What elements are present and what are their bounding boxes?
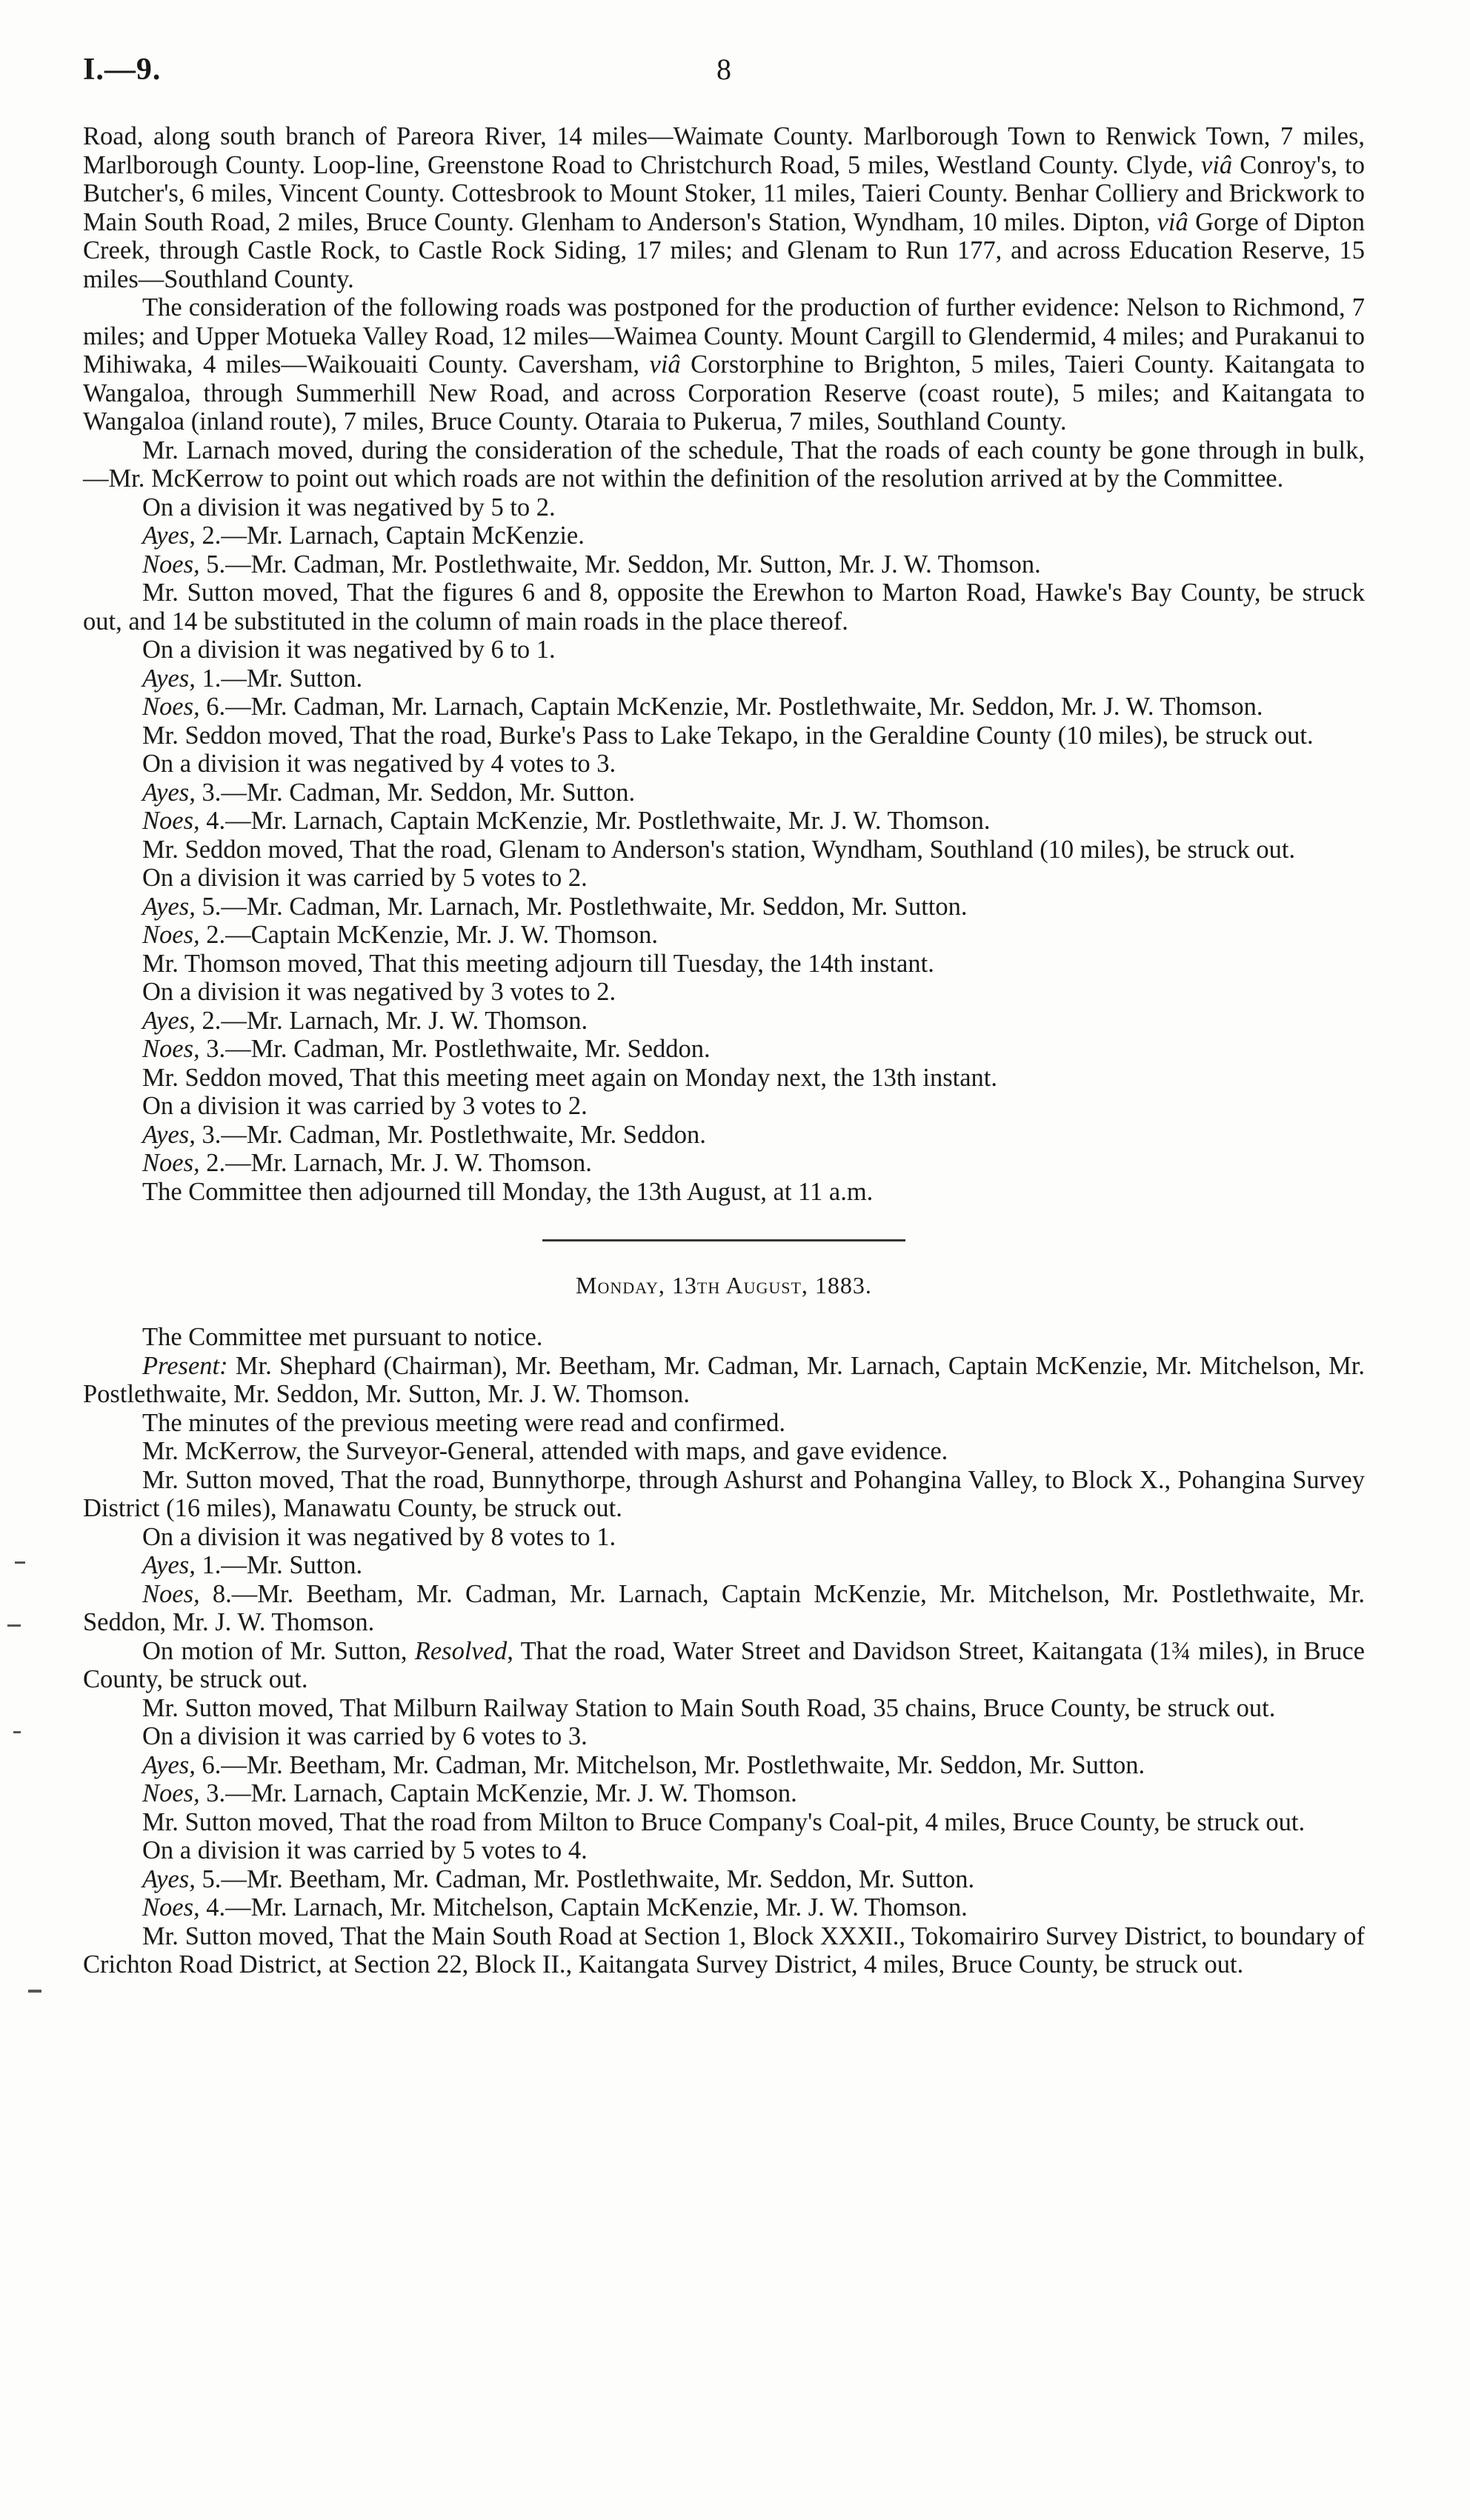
paragraph xyxy=(83,921,1365,950)
paragraph xyxy=(83,636,1365,664)
italic-text: Resolved, xyxy=(414,1636,513,1665)
text-run: On a division it was carried by 3 votes to 2. xyxy=(142,1092,588,1120)
text-run: Mr. Seddon moved, That this meeting meet again on Monday next, the 13th instant. xyxy=(142,1063,997,1092)
text-run: 2.—Mr. Larnach, Mr. J. W. Thomson. xyxy=(195,1006,588,1035)
paragraph xyxy=(83,779,1365,807)
italic-text: Ayes, xyxy=(142,521,196,550)
text-run: That the road, Water Street and Davidson Street, Kaitangata (1¾ miles), in Bruce County, be struck out. xyxy=(83,1636,1365,1693)
italic-text: viâ xyxy=(649,350,681,379)
paragraph xyxy=(83,1092,1365,1121)
paragraph xyxy=(83,1551,1365,1580)
text-run: 5.—Mr. Cadman, Mr. Postlethwaite, Mr. Seddon, Mr. Sutton, Mr. J. W. Thomson. xyxy=(199,550,1041,579)
text-run: On a division it was negatived by 4 votes to 3. xyxy=(142,750,616,778)
minutes-section-monday-meeting xyxy=(83,1323,1365,1979)
paragraph xyxy=(83,864,1365,893)
paragraph xyxy=(83,1523,1365,1552)
text-run: 4.—Mr. Larnach, Mr. Mitchelson, Captain McKenzie, Mr. J. W. Thomson. xyxy=(199,1893,968,1921)
text-run: 2.—Mr. Larnach, Mr. J. W. Thomson. xyxy=(199,1149,592,1177)
text-run: Mr. Shephard (Chairman), Mr. Beetham, Mr. Cadman, Mr. Larnach, Captain McKenzie, Mr. Mitchelson, Mr. Postlethwaite, Mr. Seddon, Mr. Sutton, Mr. J. W. Thomson. xyxy=(83,1351,1365,1408)
meeting-dateline: Monday, 13th August, 1883. xyxy=(576,1272,872,1299)
italic-text: Noes, xyxy=(142,693,200,721)
margin-mark xyxy=(7,1624,21,1627)
text-run: Corstorphine to Brighton, 5 miles, Taieri County. Kaitangata to Wangaloa, through Summerhill New Road, and across Corporation Reserve (coast route), 5 miles; and Kaitangata to Wangaloa (inland route), 7 miles, Bruce County. Otaraia to Pukerua, 7 miles, Southland County. xyxy=(83,350,1366,436)
paragraph xyxy=(83,1121,1365,1150)
text-run: Mr. Sutton moved, That the Main South Road at Section 1, Block XXXII., Tokomairiro Survey District, to boundary of Crichton Road District, at Section 22, Block II., Kaitangata Survey District, 4 miles, Bruce County, be struck out. xyxy=(83,1921,1365,1979)
text-run: 1.—Mr. Sutton. xyxy=(195,664,363,693)
italic-text: Ayes, xyxy=(142,1864,196,1893)
text-run: 3.—Mr. Larnach, Captain McKenzie, Mr. J. W. Thomson. xyxy=(199,1779,797,1807)
italic-text: Ayes, xyxy=(142,1750,196,1779)
paragraph xyxy=(83,1751,1365,1780)
italic-text: Ayes, xyxy=(142,1551,196,1579)
italic-text: Present: xyxy=(142,1351,228,1380)
text-run: The consideration of the following roads was postponed for the production of further evidence: Nelson to Richmond, 7 miles; and Upper Motueka Valley Road, 12 miles—Waimea County. Mount Cargill to Glendermid, 4 miles; and Purakanui to Mihiwaka, 4 miles—Waikouaiti County. Caversham, xyxy=(83,293,1365,379)
text-run: Mr. Sutton moved, That Milburn Railway Station to Main South Road, 35 chains, Bruce County, be struck out. xyxy=(142,1693,1276,1722)
page-number: 8 xyxy=(716,53,731,86)
text-run: Mr. Seddon moved, That the road, Glenam to Anderson's station, Wyndham, Southland (10 miles), be struck out. xyxy=(142,835,1296,864)
paragraph xyxy=(83,1466,1365,1523)
margin-mark xyxy=(15,1561,25,1564)
text-run: 4.—Mr. Larnach, Captain McKenzie, Mr. Postlethwaite, Mr. J. W. Thomson. xyxy=(199,807,991,835)
text-run: On a division it was carried by 5 votes to 2. xyxy=(142,864,588,892)
paragraph xyxy=(83,1437,1365,1466)
text-run: The Committee met pursuant to notice. xyxy=(142,1323,543,1351)
text-run: On a division it was negatived by 6 to 1. xyxy=(142,636,556,664)
paragraph xyxy=(83,750,1365,779)
paragraph xyxy=(83,1352,1365,1409)
italic-text: Noes, xyxy=(142,807,200,835)
paragraph xyxy=(83,1580,1365,1637)
margin-mark xyxy=(13,1731,21,1733)
paragraph xyxy=(83,1007,1365,1036)
text-run: On motion of Mr. Sutton, xyxy=(142,1636,415,1665)
paragraph xyxy=(83,1808,1365,1837)
page-body xyxy=(83,122,1365,1979)
text-run: 1.—Mr. Sutton. xyxy=(195,1551,363,1579)
italic-text: Noes, xyxy=(142,1779,200,1807)
paragraph xyxy=(83,1035,1365,1064)
paragraph xyxy=(83,521,1365,550)
italic-text: Ayes, xyxy=(142,664,196,693)
paragraph xyxy=(83,1064,1365,1093)
text-run: 3.—Mr. Cadman, Mr. Seddon, Mr. Sutton. xyxy=(195,778,636,807)
paragraph xyxy=(83,836,1365,864)
text-run: On a division it was negatived by 5 to 2. xyxy=(142,493,556,521)
text-run: 2.—Captain McKenzie, Mr. J. W. Thomson. xyxy=(199,921,659,949)
paragraph xyxy=(83,1779,1365,1808)
paragraph xyxy=(83,1409,1365,1438)
text-run: On a division it was negatived by 8 votes to 1. xyxy=(142,1522,616,1551)
text-run: Mr. Sutton moved, That the road, Bunnythorpe, through Ashurst and Pohangina Valley, to Block X., Pohangina Survey District (16 miles), Manawatu County, be struck out. xyxy=(83,1465,1365,1522)
text-run: Gorge of Dipton Creek, through Castle Rock, to Castle Rock Siding, 17 miles; and Glenam to Run 177, and across Education Reserve, 15 miles—Southland County. xyxy=(83,207,1365,293)
italic-text: Noes, xyxy=(142,550,200,579)
section-divider xyxy=(542,1239,905,1241)
paragraph xyxy=(83,1922,1365,1979)
page-header xyxy=(83,52,1365,96)
paragraph xyxy=(83,1836,1365,1865)
text-run: Mr. Larnach moved, during the consideration of the schedule, That the roads of each county be gone through in bulk,—Mr. McKerrow to point out which roads are not within the definition of the resolution arrived at by the Committee. xyxy=(83,436,1365,493)
paragraph xyxy=(83,664,1365,693)
italic-text: Ayes, xyxy=(142,1120,196,1149)
text-run: On a division it was carried by 6 votes to 3. xyxy=(142,1722,588,1750)
paragraph xyxy=(83,1637,1365,1694)
italic-text: Noes, xyxy=(142,1035,200,1063)
text-run: 2.—Mr. Larnach, Captain McKenzie. xyxy=(195,521,585,550)
italic-text: Noes, xyxy=(142,921,200,949)
text-run: 3.—Mr. Cadman, Mr. Postlethwaite, Mr. Seddon. xyxy=(199,1035,711,1063)
italic-text: Ayes, xyxy=(142,1006,196,1035)
paragraph xyxy=(83,1178,1365,1207)
paragraph xyxy=(83,1323,1365,1352)
text-run: 6.—Mr. Cadman, Mr. Larnach, Captain McKenzie, Mr. Postlethwaite, Mr. Seddon, Mr. J. W. Thomson. xyxy=(199,693,1263,721)
italic-text: Noes, xyxy=(142,1579,200,1608)
paragraph xyxy=(83,1149,1365,1178)
text-run: 5.—Mr. Cadman, Mr. Larnach, Mr. Postlethwaite, Mr. Seddon, Mr. Sutton. xyxy=(195,892,968,921)
minutes-section-previous-meeting xyxy=(83,122,1365,1206)
text-run: 6.—Mr. Beetham, Mr. Cadman, Mr. Mitchelson, Mr. Postlethwaite, Mr. Seddon, Mr. Sutton. xyxy=(195,1750,1145,1779)
text-run: Mr. Seddon moved, That the road, Burke's Pass to Lake Tekapo, in the Geraldine County (10 miles), be struck out. xyxy=(142,721,1314,750)
text-run: 5.—Mr. Beetham, Mr. Cadman, Mr. Postlethwaite, Mr. Seddon, Mr. Sutton. xyxy=(195,1864,975,1893)
text-run: 8.—Mr. Beetham, Mr. Cadman, Mr. Larnach, Captain McKenzie, Mr. Mitchelson, Mr. Postlethwaite, Mr. Seddon, Mr. J. W. Thomson. xyxy=(83,1579,1365,1636)
text-run: On a division it was negatived by 3 votes to 2. xyxy=(142,978,616,1006)
text-run: Conroy's, to Butcher's, 6 miles, Vincent County. Cottesbrook to Mount Stoker, 11 miles, Taieri County. Benhar Colliery and Brickwork to Main South Road, 2 miles, Bruce County. Glenham to Anderson's Station, Wyndham, 10 miles. Dipton, xyxy=(83,150,1365,236)
paragraph xyxy=(83,1865,1365,1894)
paragraph xyxy=(83,893,1365,921)
paragraph xyxy=(83,950,1365,979)
paragraph xyxy=(83,122,1365,293)
text-run: The minutes of the previous meeting were read and confirmed. xyxy=(142,1408,785,1437)
italic-text: Noes, xyxy=(142,1149,200,1177)
paragraph xyxy=(83,550,1365,579)
text-run: Mr. Sutton moved, That the figures 6 and 8, opposite the Erewhon to Marton Road, Hawke's Bay County, be struck out, and 14 be substituted in the column of main roads in the place thereof. xyxy=(83,579,1365,636)
paragraph xyxy=(83,693,1365,721)
paragraph xyxy=(83,807,1365,836)
text-run: Road, along south branch of Pareora River, 14 miles—Waimate County. Marlborough Town to Renwick Town, 7 miles, Marlborough County. Loop-line, Greenstone Road to Christchurch Road, 5 miles, Westland County. Clyde, xyxy=(83,122,1365,179)
paragraph xyxy=(83,579,1365,636)
paragraph xyxy=(83,493,1365,522)
italic-text: Ayes, xyxy=(142,892,196,921)
paragraph xyxy=(83,978,1365,1007)
paragraph xyxy=(83,1722,1365,1751)
text-run: Mr. Thomson moved, That this meeting adjourn till Tuesday, the 14th instant. xyxy=(142,949,934,978)
italic-text: Noes, xyxy=(142,1893,200,1921)
text-run: The Committee then adjourned till Monday, the 13th August, at 11 a.m. xyxy=(142,1177,874,1206)
margin-mark xyxy=(28,1990,41,1993)
paragraph xyxy=(83,721,1365,750)
text-run: Mr. Sutton moved, That the road from Milton to Bruce Company's Coal-pit, 4 miles, Bruce County, be struck out. xyxy=(142,1807,1306,1836)
text-run: On a division it was carried by 5 votes to 4. xyxy=(142,1836,588,1864)
italic-text: Ayes, xyxy=(142,778,196,807)
parliamentary-paper-reference: I.—9. xyxy=(83,53,162,87)
paragraph xyxy=(83,293,1365,436)
text-run: 3.—Mr. Cadman, Mr. Postlethwaite, Mr. Seddon. xyxy=(195,1120,706,1149)
italic-text: viâ xyxy=(1201,150,1233,179)
italic-text: viâ xyxy=(1157,207,1188,236)
paragraph xyxy=(83,1893,1365,1922)
text-run: Mr. McKerrow, the Surveyor-General, attended with maps, and gave evidence. xyxy=(142,1437,948,1465)
paragraph xyxy=(83,1694,1365,1723)
paragraph xyxy=(83,436,1365,493)
